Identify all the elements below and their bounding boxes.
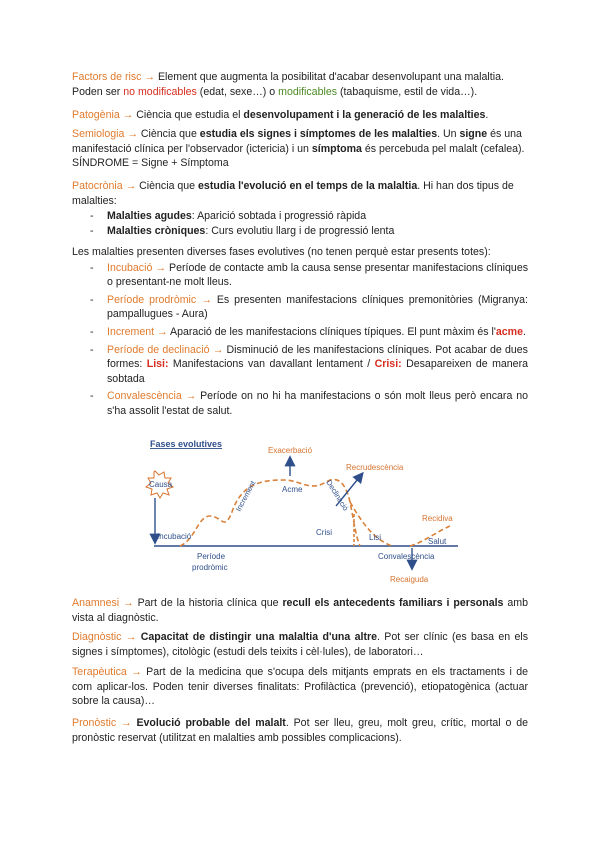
convalescencia-label: Convalescència — [378, 552, 435, 561]
salut-label: Salut — [428, 537, 447, 546]
diagnostic-term: Diagnòstic → — [72, 631, 137, 643]
list-item: - Malalties agudes: Aparició sobtada i progressió ràpida — [72, 209, 528, 224]
modificables: modificables — [278, 85, 338, 98]
declinacio-label: Declinació — [324, 478, 351, 513]
no-modificables: no modificables — [123, 85, 197, 98]
list-item: - Increment → Aparació de les manifestacions clíniques típiques. El punt màxim és l'acme. — [72, 325, 528, 340]
patogenia-paragraph: Patogènia → Ciència que estudia el desenvolupament i la generació de les malalties. — [72, 109, 489, 121]
terapeutica-term: Terapèutica → — [72, 666, 142, 678]
causa-label: Causa — [149, 480, 173, 489]
list-item: - Incubació → Període de contacte amb la causa sense presentar manifestacions clíniques o presentant-ne molt lleus. — [72, 261, 528, 290]
factors-risc-term: Factors de risc → — [72, 71, 156, 83]
patocronia-term: Patocrònia → — [72, 180, 137, 192]
periode-label: Període — [197, 552, 226, 561]
malalties-types-list — [72, 209, 528, 238]
fases-intro: Les malalties presenten diverses fases evolutives (no tenen perquè estar presents totes): — [72, 246, 491, 258]
crisi-label: Crisi — [316, 528, 332, 537]
fases-section — [72, 245, 528, 422]
recrudescencia-label: Recrudescència — [346, 463, 404, 472]
semiologia-paragraph: Semiologia → Ciència que estudia els signes i símptomes de les malalties. Un signe és una manifestació clínica per l'observador (ictericia) i un símptoma és percebuda pel malalt (cefalea). SÍNDROME = Signe + Símptoma — [72, 128, 525, 170]
acme-label: Acme — [282, 485, 303, 494]
incubacio-label: Incubació — [157, 532, 192, 541]
list-item: - Convalescència → Període on no hi ha manifestacions o són molt lleus però encara no s'ha assolit l'estat de salut. — [72, 389, 528, 418]
pronostic-paragraph: Pronòstic → Evolució probable del malalt. Pot ser lleu, greu, molt greu, crític, mortal o de pronòstic reservat (utilitzat en malalties amb possibles complicacions). — [72, 717, 529, 744]
recaiguda-label: Recaiguda — [390, 575, 429, 584]
recidiva-label: Recidiva — [422, 514, 453, 523]
fases-evolutives-diagram — [140, 432, 470, 592]
increment-label: Increment — [233, 479, 258, 513]
list-item: - Període de declinació → Disminució de les manifestacions clíniques. Pot acabar de dues formes: Lisi: Manifestacions van davallant lentament / Crisi: Desapareixen de manera sobtada — [72, 343, 528, 387]
lisi-label: Lisi — [369, 533, 382, 542]
patogenia-term: Patogènia → — [72, 109, 134, 121]
patocronia-paragraph: Patocrònia → Ciència que estudia l'evolució en el temps de la malaltia. Hi han dos tipus de malalties: — [72, 180, 514, 207]
diagnostic-paragraph: Diagnòstic → Capacitat de distingir una malaltia d'una altre. Pot ser clínic (es basa en els signes i símptomes), citològic (estudi dels teixits i cèl·lules), de laboratori… — [72, 631, 528, 658]
diagram-title: Fases evolutives — [150, 439, 223, 449]
patocronia-section — [72, 179, 528, 238]
fases-list — [72, 261, 528, 419]
anamnesi-paragraph: Anamnesi → Part de la historia clínica que recull els antecedents familiars i personals amb vista al diagnòstic. — [72, 597, 528, 624]
exacerbacio-label: Exacerbació — [268, 446, 313, 455]
factors-risc-paragraph: Factors de risc → Element que augmenta la posibilitat d'acabar desenvolupant una malaltia. Poden ser no modificables (edat, sexe…) o modificables (tabaquisme, estil de vida…). — [72, 71, 504, 98]
terapeutica-paragraph: Terapèutica → Part de la medicina que s'ocupa dels mitjants emprats en els tractaments i de com aplicar-los. Poden tenir diverses finalitats: Profilàctica (prevenció), etiopatogènica (actuar sobre la causa)… — [72, 666, 528, 708]
semiologia-term: Semiologia → — [72, 128, 138, 140]
prodromic-label: prodròmic — [192, 563, 228, 572]
pronostic-term: Pronòstic → — [72, 717, 132, 729]
list-item: - Període prodròmic → Es presenten manifestacions clíniques premonitòries (Migranya: pampallugues - Aura) — [72, 293, 528, 322]
anamnesi-term: Anamnesi → — [72, 597, 134, 609]
list-item: - Malalties cròniques: Curs evolutiu llarg i de progressió lenta — [72, 224, 528, 239]
